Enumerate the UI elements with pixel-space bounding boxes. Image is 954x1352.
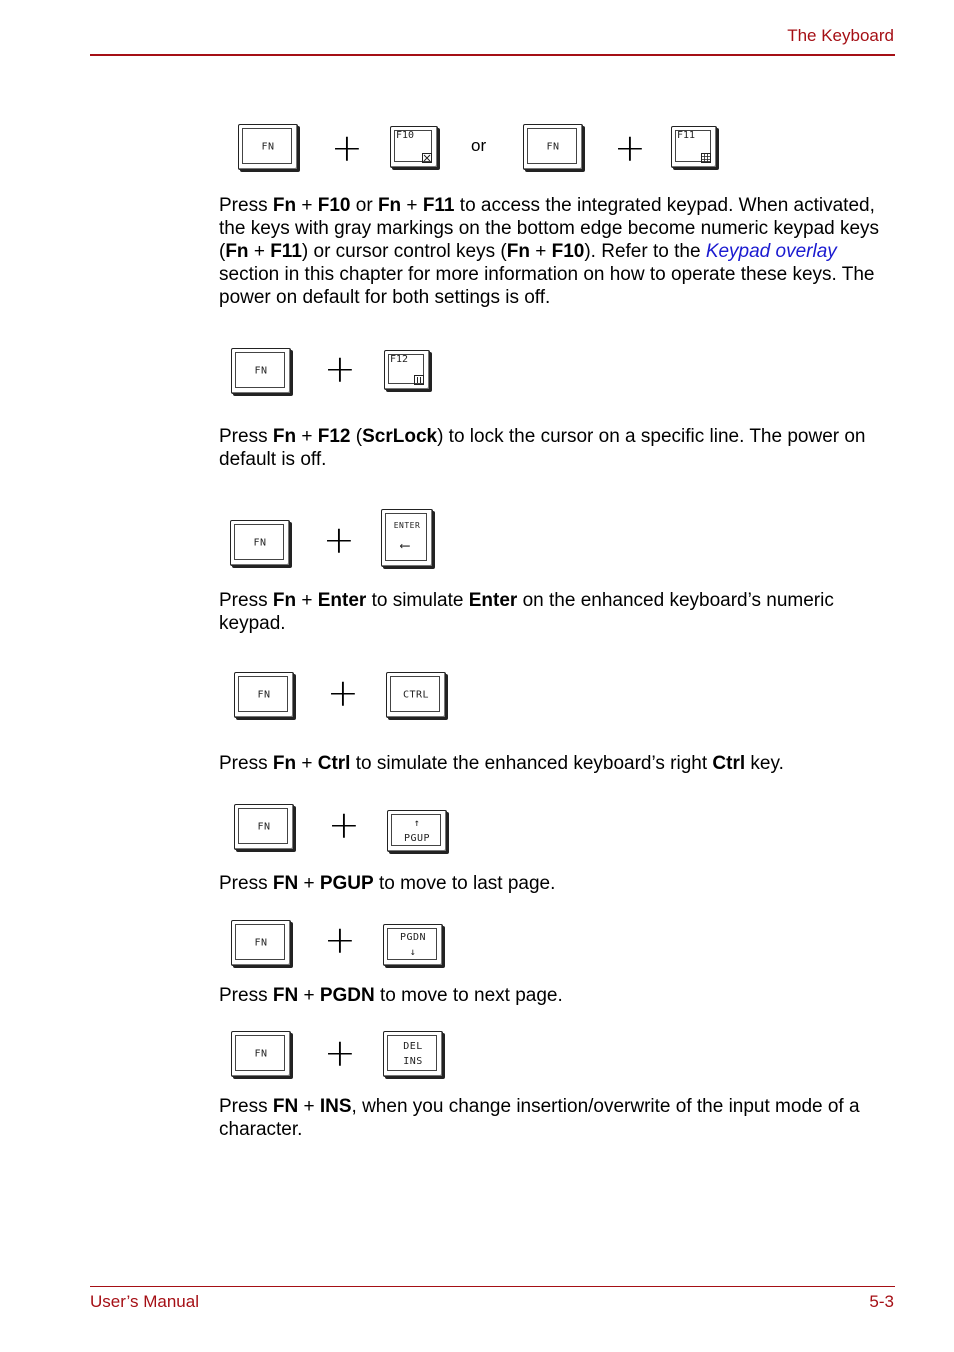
- paragraph-ins: Press FN + INS, when you change insertion/overwrite of the input mode of a character.: [219, 1096, 860, 1140]
- enter-key: ENTER ⟵: [381, 509, 433, 567]
- plus-sign: +: [327, 671, 359, 715]
- f10-key: F10: [390, 126, 438, 168]
- fn-key: FN: [230, 520, 290, 566]
- f11-key: F11: [671, 126, 717, 168]
- plus-sign: +: [331, 126, 363, 170]
- or-text: or: [471, 136, 487, 155]
- paragraph-keypad: Press Fn + F10 or Fn + F11 to access the integrated keypad. When activated, the keys with gray markings on the bottom edge become numeric keypad keys (Fn + F11) or cursor control keys (Fn + F10). Refer to the Keypad overlay section in this chapter for more information on how to operate these keys. The power on default for both settings is off.: [219, 195, 880, 308]
- keypad-overlay-link[interactable]: Keypad overlay: [705, 241, 837, 262]
- fn-key: FN: [523, 124, 583, 170]
- ctrl-key: CTRL: [386, 672, 446, 718]
- fn-key: FN: [231, 348, 291, 394]
- numlock-grid-icon: [701, 153, 711, 163]
- plus-sign: +: [614, 126, 646, 170]
- footer-rule: [90, 1286, 895, 1287]
- scroll-lock-icon: [414, 375, 424, 385]
- page-number: 5-3: [869, 1292, 894, 1311]
- f12-key: F12: [384, 350, 430, 390]
- fn-key: FN: [231, 920, 291, 966]
- enter-arrow-icon: ⟵: [400, 538, 410, 554]
- plus-sign: +: [324, 347, 356, 391]
- arrow-up-icon: ↑: [413, 818, 421, 829]
- pgup-key: ↑ PGUP: [387, 810, 447, 852]
- plus-sign: +: [324, 1031, 356, 1075]
- paragraph-ctrl: Press Fn + Ctrl to simulate the enhanced keyboard’s right Ctrl key.: [219, 753, 784, 774]
- del-ins-key: DEL INS: [383, 1031, 443, 1077]
- pgdn-key: PGDN ↓: [383, 924, 443, 966]
- fn-key: FN: [231, 1031, 291, 1077]
- fn-key: FN: [234, 804, 294, 850]
- keypad-overlay-icon: [422, 153, 432, 163]
- footer-manual-title: User’s Manual: [90, 1292, 199, 1311]
- paragraph-pgup: Press FN + PGUP to move to last page.: [219, 873, 556, 894]
- paragraph-scrlock: Press Fn + F12 (ScrLock) to lock the cursor on a specific line. The power on default is off.: [219, 426, 866, 470]
- plus-sign: +: [328, 803, 360, 847]
- plus-sign: +: [324, 918, 356, 962]
- plus-sign: +: [323, 518, 355, 562]
- fn-key: FN: [238, 124, 298, 170]
- fn-key: FN: [234, 672, 294, 718]
- page-header-title: The Keyboard: [787, 26, 894, 45]
- arrow-down-icon: ↓: [409, 947, 417, 958]
- paragraph-pgdn: Press FN + PGDN to move to next page.: [219, 985, 563, 1006]
- header-rule: [90, 54, 895, 56]
- paragraph-enter: Press Fn + Enter to simulate Enter on the enhanced keyboard’s numeric keypad.: [219, 590, 834, 634]
